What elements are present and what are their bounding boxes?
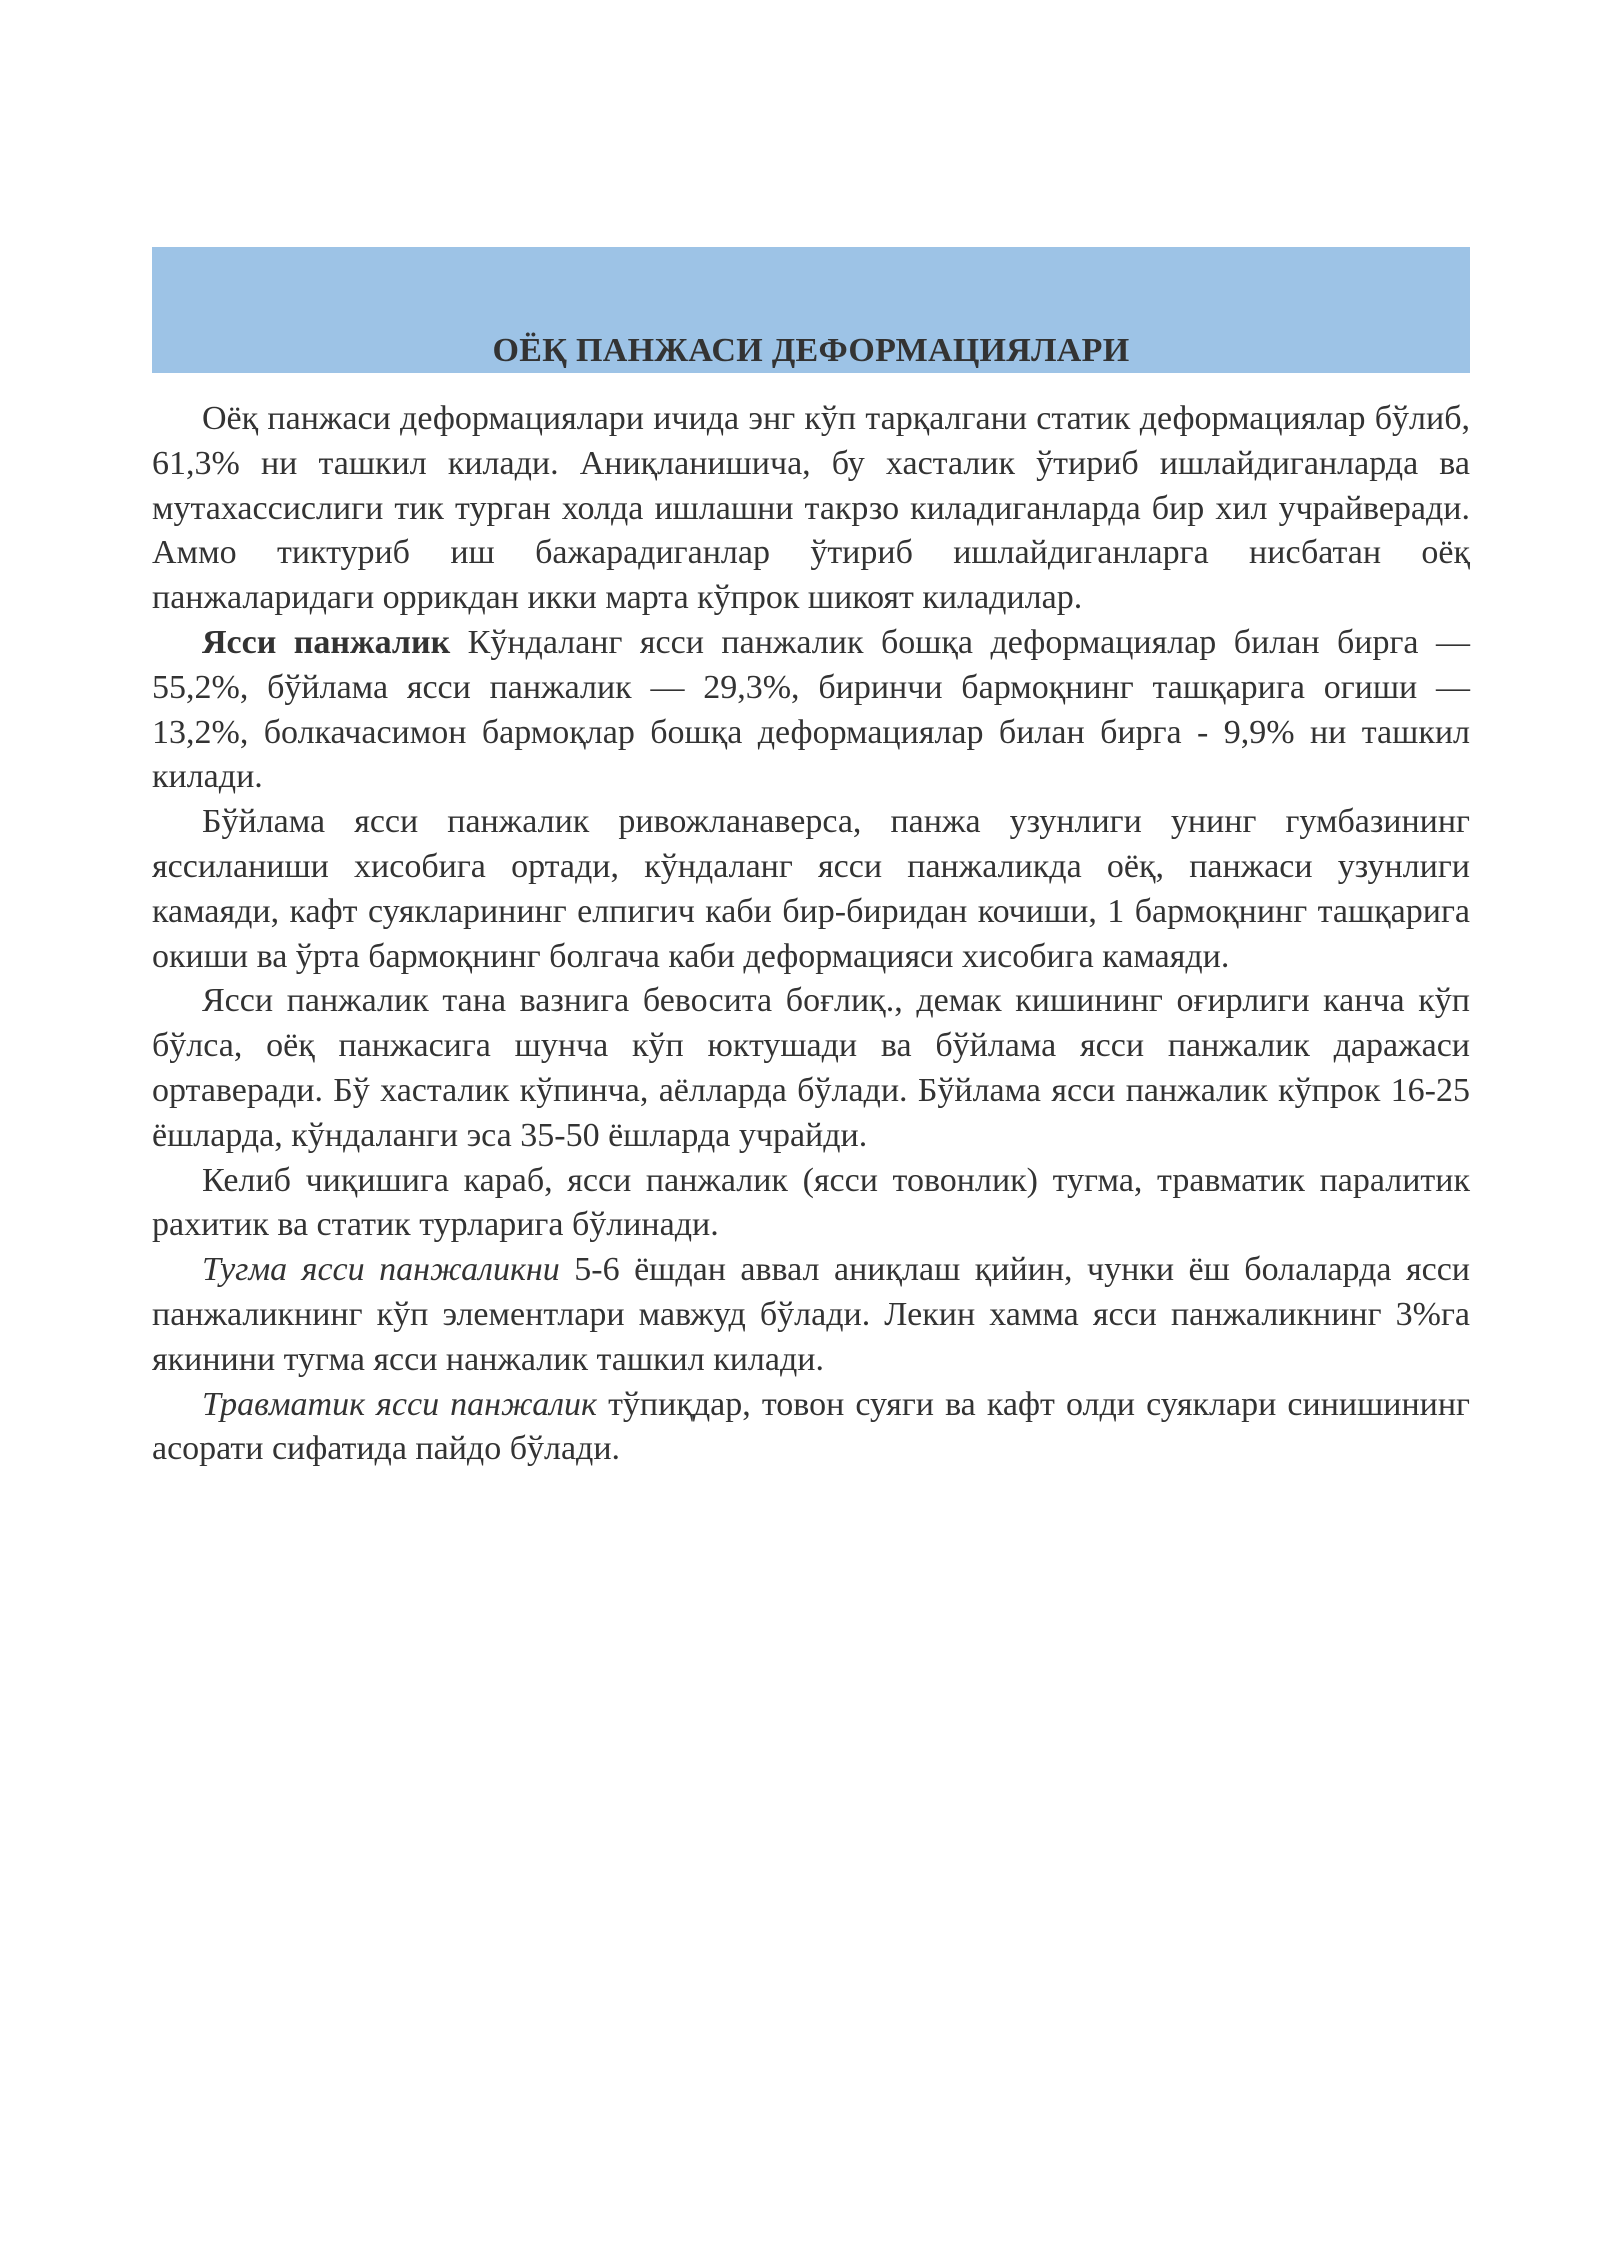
paragraph-text: Кўндаланг ясси панжалик бошқа деформациялар билан бирга — 55,2%, бўйлама ясси панжалик — 29,3%, биринчи бармоқнинг ташқарига огиши — 13,2%, болкачасимон бармоқлар бошқа деформациялар билан бирга - 9,9% ни ташкил килади.: [152, 623, 1471, 796]
paragraph-text: 5-6 ёшдан аввал аниқлаш қийин, чунки ёш болаларда ясси панжаликнинг кўп элементлари мавжуд бўлади. Лекин хамма ясси панжаликнинг 3%га якинини тугма ясси нанжалик ташкил килади.: [152, 1251, 1471, 1378]
paragraph-flatfoot-types: [152, 621, 1470, 800]
title-band: [152, 247, 1470, 373]
paragraph-longitudinal: [152, 800, 1470, 979]
paragraph-lead-italic: Травматик ясси панжалик: [202, 1385, 597, 1423]
paragraph-text: Келиб чиқишига караб, ясси панжалик (ясси товонлик) тугма, травматик паралитик рахитик ва статик турларига бўлинади.: [152, 1161, 1470, 1244]
paragraph-congenital: [152, 1248, 1470, 1382]
paragraph-text: тўпиқдар, товон суяги ва кафт олди суяклари синишининг асорати сифатида пайдо бўлади.: [152, 1385, 1470, 1468]
document-page: [152, 247, 1470, 1472]
paragraph-lead-bold: Ясси панжалик: [202, 623, 451, 661]
paragraph-intro: [152, 397, 1470, 621]
paragraph-text: Ясси панжалик тана вазнига бевосита боғлиқ., демак кишининг оғирлиги канча кўп бўлса, оёқ панжасига шунча кўп юктушади ва бўйлама ясси панжалик даражаси ортаверади. Бў хасталик кўпинча, аёлларда бўлади. Бўйлама ясси панжалик кўпрок 16-25 ёшларда, кўндаланги эса 35-50 ёшларда учрайди.: [152, 982, 1470, 1154]
paragraph-body-weight: [152, 979, 1470, 1158]
document-body: [152, 397, 1470, 1472]
paragraph-lead-italic: Тугма ясси панжаликни: [202, 1251, 560, 1289]
paragraph-text: Бўйлама ясси панжалик ривожланаверса, панжа узунлиги унинг гумбазининг яссиланиши хисобига ортади, кўндаланг ясси панжаликда оёқ, панжаси узунлиги камаяди, кафт суякларининг елпигич каби бир-биридан кочиши, 1 бармоқнинг ташқарига окиши ва ўрта бармоқнинг болгача каби деформацияси хисобига камаяди.: [152, 803, 1470, 975]
paragraph-text: Оёқ панжаси деформациялари ичида энг кўп тарқалгани статик деформациялар бўлиб, 61,3% ни ташкил килади. Аниқланишича, бу хасталик ўтириб ишлайдиганларда ва мутахассислиги тик турган холда ишлашни такрзо киладиганларда бир хил учрайверади. Аммо тиктуриб иш бажарадиганлар ўтириб ишлайдиганларга нисбатан оёқ панжаларидаги оррикдан икки марта кўпрок шикоят киладилар.: [152, 400, 1470, 617]
paragraph-traumatic: [152, 1383, 1470, 1473]
paragraph-origin: [152, 1159, 1470, 1249]
page-title: ОЁҚ ПАНЖАСИ ДЕФОРМАЦИЯЛАРИ: [492, 332, 1130, 369]
